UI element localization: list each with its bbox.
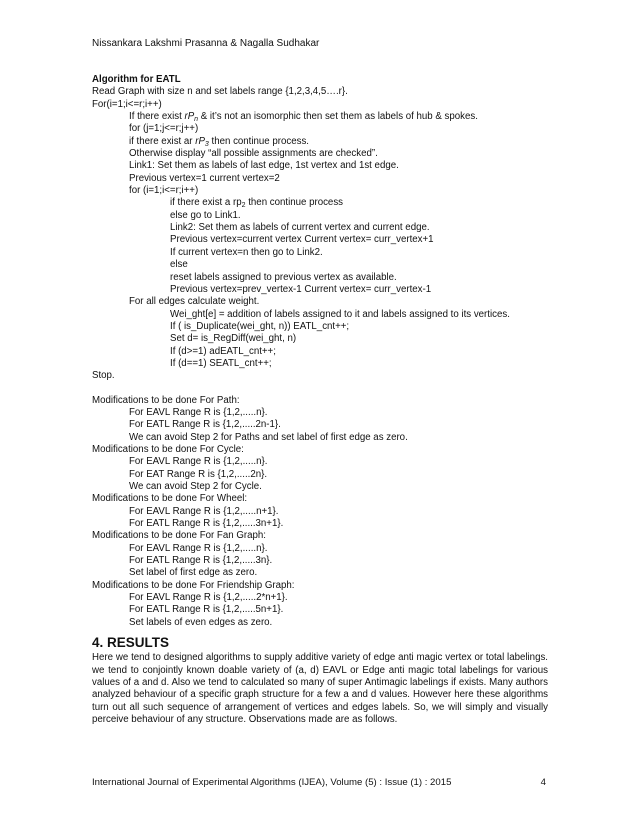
algorithm-line: Link1: Set them as labels of last edge, 1st vertex and 1st edge. xyxy=(129,160,399,172)
algorithm-line: Otherwise display “all possible assignments are checked”. xyxy=(129,148,378,160)
algorithm-line: else xyxy=(170,259,188,271)
modification-line: Set labels of even edges as zero. xyxy=(129,616,273,628)
modification-line: For EATL Range R is {1,2,.....3n}. xyxy=(129,555,273,567)
modification-line: For EAVL Range R is {1,2,.....n+1}. xyxy=(129,505,279,517)
page-number: 4 xyxy=(540,777,546,788)
algorithm-line: Wei_ght[e] = addition of labels assigned to it and labels assigned to its vertices. xyxy=(170,308,510,320)
algorithm-line: if there exist a $rp_2$ then continue process xyxy=(170,197,344,210)
modification-line: For EATL Range R is {1,2,.....5n+1}. xyxy=(129,604,284,616)
results-paragraph: Here we tend to designed algorithms to supply additive variety of edge anti magic vertex or total labelings. we tend to conjointly known doable variety of (a, d) EAVL or Edge anti magic total labelings for various values of a and d. Also we tend to calculated so many of super Antimagic labelings if exists. Many authors analyzed behaviour of a specific graph structure for a few a and d values. However here these algorithms turn out all such sequence of arrangement of vertices and edges labels. So, we will simply and visually perceive behaviour of any structure. Observations made are as follows. xyxy=(92,652,548,725)
algorithm-line: If (d>=1) adEATL_cnt++; xyxy=(170,345,276,357)
modification-line: Modifications to be done For Cycle: xyxy=(92,443,244,455)
algorithm-line: Previous vertex=1 current vertex=2 xyxy=(129,172,280,184)
algorithm-line: If there exist $rP_n$ & it’s not an isomorphic then set them as labels of hub & spokes. xyxy=(129,111,478,124)
modifications-list xyxy=(92,395,548,630)
modification-line: We can avoid Step 2 for Paths and set label of first edge as zero. xyxy=(129,431,408,443)
algorithm-line: reset labels assigned to previous vertex as available. xyxy=(170,271,397,283)
modification-line: Modifications to be done For Wheel: xyxy=(92,493,248,505)
algorithm-line: For(i=1;i<=r;i++) xyxy=(92,98,162,110)
algorithm-line: Set d= is_RegDiff(wei_ght, n) xyxy=(170,333,297,345)
modification-line: For EATL Range R is {1,2,.....2n-1}. xyxy=(129,419,281,431)
algorithm-body xyxy=(92,86,548,382)
algorithm-line: Stop. xyxy=(92,370,115,382)
algorithm-line: Previous vertex=current vertex Current vertex= curr_vertex+1 xyxy=(170,234,434,246)
modification-line: Modifications to be done For Path: xyxy=(92,394,240,406)
modification-line: For EAVL Range R is {1,2,.....n}. xyxy=(129,406,268,418)
algorithm-line: if there exist ar $rP_3$ then continue process. xyxy=(129,135,309,148)
modification-line: Modifications to be done For Fan Graph: xyxy=(92,530,266,542)
algorithm-line: For all edges calculate weight. xyxy=(129,296,260,308)
algorithm-line: If (d==1) SEATL_cnt++; xyxy=(170,357,272,369)
modification-line: For EAT Range R is {1,2,.....2n}. xyxy=(129,468,268,480)
modification-line: For EAVL Range R is {1,2,.....n}. xyxy=(129,542,268,554)
running-header: Nissankara Lakshmi Prasanna & Nagalla Sudhakar xyxy=(92,38,320,49)
algorithm-title: Algorithm for EATL xyxy=(92,74,181,85)
section-heading-results: 4. RESULTS xyxy=(92,635,170,651)
modification-line: For EATL Range R is {1,2,.....3n+1}. xyxy=(129,518,284,530)
page-footer xyxy=(92,777,546,788)
algorithm-line: Read Graph with size n and set labels range {1,2,3,4,5….r}. xyxy=(92,86,348,98)
modification-line: For EAVL Range R is {1,2,.....2*n+1}. xyxy=(129,592,288,604)
algorithm-line: else go to Link1. xyxy=(170,209,241,221)
algorithm-line: for (j=1;j<=r;j++) xyxy=(129,123,199,135)
modification-line: Modifications to be done For Friendship Graph: xyxy=(92,579,295,591)
algorithm-line: Previous vertex=prev_vertex-1 Current vertex= curr_vertex-1 xyxy=(170,283,432,295)
section-gap xyxy=(92,383,548,395)
algorithm-line: If current vertex=n then go to Link2. xyxy=(170,246,323,258)
algorithm-line: Link2: Set them as labels of current vertex and current edge. xyxy=(170,222,430,234)
main-content xyxy=(92,74,548,726)
algorithm-line: for (i=1;i<=r;i++) xyxy=(129,185,199,197)
modification-line: We can avoid Step 2 for Cycle. xyxy=(129,481,262,492)
algorithm-line: If ( is_Duplicate(wei_ght, n)) EATL_cnt++; xyxy=(170,320,350,332)
modification-line: Set label of first edge as zero. xyxy=(129,567,258,579)
modification-line: For EAVL Range R is {1,2,.....n}. xyxy=(129,456,268,468)
journal-citation: International Journal of Experimental Algorithms (IJEA), Volume (5) : Issue (1) : 2015 xyxy=(92,777,452,788)
